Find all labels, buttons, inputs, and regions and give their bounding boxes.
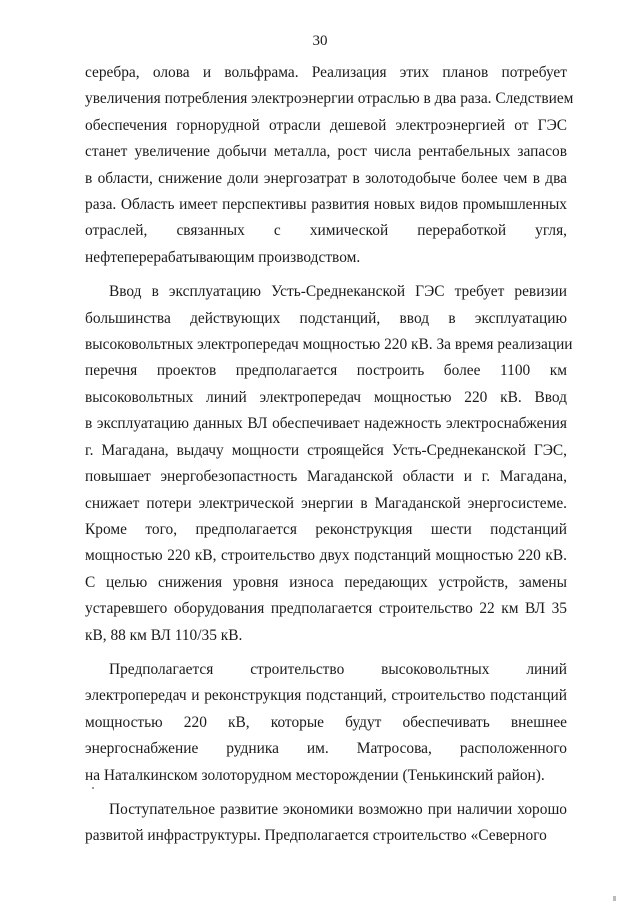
text-line: электропередач и реконструкция подстанций, строительство подстанций <box>85 687 567 705</box>
text-line: обеспечения горнорудной отрасли дешевой электроэнергией от ГЭС <box>85 116 567 134</box>
text-line: перечня проектов предполагается построить более 1100 км <box>85 362 567 380</box>
text-line: высоковольтных линий электропередач мощностью 220 кВ. Ввод <box>85 388 567 406</box>
text-line: Предполагается строительство высоковольтных линий <box>109 660 567 678</box>
text-line: Поступательное развитие экономики возможно при наличии хорошо <box>109 800 567 818</box>
text-line: мощностью 220 кВ, которые будут обеспечивать внешнее <box>85 713 567 731</box>
scan-edge-mark <box>613 896 616 901</box>
text-line: Ввод в эксплуатацию Усть-Среднеканской ГЭС требует ревизии <box>109 283 567 301</box>
text-line: раза. Область имеет перспективы развития новых видов промышленных <box>85 196 567 214</box>
text-line: развитой инфраструктуры. Предполагается строительство «Северного <box>85 827 547 845</box>
text-line: станет увеличение добычи металла, рост числа рентабельных запасов <box>85 143 567 161</box>
text-line: повышает энергобезопастность Магаданской области и г. Магадана, <box>85 468 567 486</box>
text-line: большинства действующих подстанций, ввод в эксплуатацию <box>85 309 567 327</box>
text-line: высоковольтных электропередач мощностью 220 кВ. За время реализации <box>85 336 573 354</box>
text-line: на Наталкинском золоторудном месторождении (Тенькинский район). <box>85 766 545 784</box>
paragraph-3 <box>85 657 567 789</box>
text-line: в эксплуатацию данных ВЛ обеспечивает надежность электроснабжения <box>85 415 567 433</box>
text-line: С целью снижения уровня износа передающих устройств, замены <box>85 573 567 591</box>
paragraph-2 <box>85 279 573 649</box>
text-line: в области, снижение доли энергозатрат в золотодобыче более чем в два <box>85 169 567 187</box>
text-line: энергоснабжение рудника им. Матросова, расположенного <box>85 740 567 758</box>
body-text <box>85 60 574 858</box>
text-line: устаревшего оборудования предполагается строительство 22 км ВЛ 35 <box>85 600 567 618</box>
paragraph-1 <box>85 60 574 271</box>
text-line: нефтеперерабатывающим производством. <box>85 248 361 266</box>
page-number: 30 <box>312 33 328 49</box>
paragraph-4 <box>85 797 567 850</box>
text-line: мощностью 220 кВ, строительство двух подстанций мощностью 220 кВ. <box>85 547 567 565</box>
text-line: Кроме того, предполагается реконструкция шести подстанций <box>85 520 567 538</box>
text-line: увеличения потребления электроэнергии отраслью в два раза. Следствием <box>85 90 574 108</box>
scan-speck <box>92 787 94 789</box>
text-line: серебра, олова и вольфрама. Реализация этих планов потребует <box>85 64 567 81</box>
text-line: отраслей, связанных с химической переработкой угля, <box>85 222 567 240</box>
text-line: снижает потери электрической энергии в Магаданской энергосистеме. <box>85 494 567 512</box>
text-line: кВ, 88 км ВЛ 110/35 кВ. <box>85 626 243 644</box>
text-line: г. Магадана, выдачу мощности строящейся Усть-Среднеканской ГЭС, <box>85 441 567 459</box>
